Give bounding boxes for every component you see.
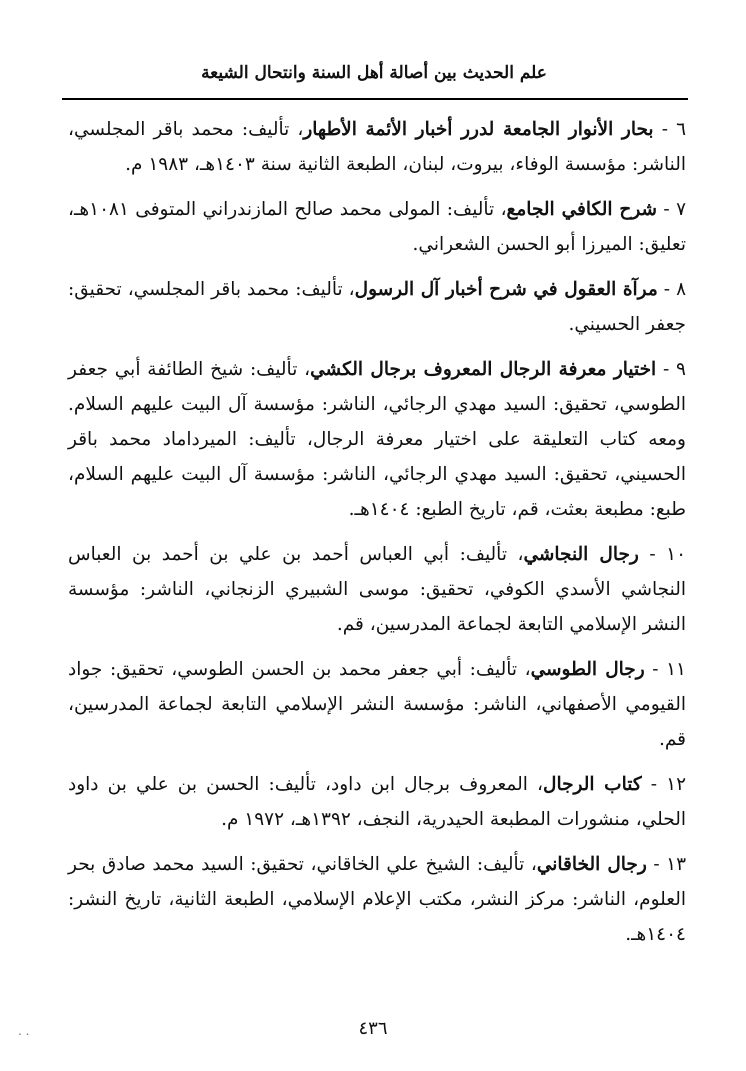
entry-number: ١٢ [666,774,687,795]
bibliography-entry-6: ٦ - بحار الأنوار الجامعة لدرر أخبار الأئمة الأطهار، تأليف: محمد باقر المجلسي، الناشر: مؤسسة الوفاء، بيروت، لبنان، الطبعة الثانية سنة ١٤٠٣هـ، ١٩٨٣ م. [68,119,686,175]
entry-number: ٦ [676,119,686,140]
bibliography-list [68,112,686,962]
corner-marks: . . [18,1024,30,1038]
entry-title: كتاب الرجال [543,774,642,795]
bibliography-entry-12: ١٢ - كتاب الرجال، المعروف برجال ابن داود، تأليف: الحسن بن علي بن داود الحلي، منشورات المطبعة الحيدرية، النجف، ١٣٩٢هـ، ١٩٧٢ م. [68,774,687,830]
entry-title: رجال النجاشي [523,544,639,565]
entry-number: ١٠ [666,544,687,565]
entry-text: ، تأليف: محمد باقر المجلسي، الناشر: مؤسسة الوفاء، بيروت، لبنان، الطبعة الثانية سنة ١٤٠٣هـ، ١٩٨٣ م. [68,119,686,175]
bibliography-entry-8: ٨ - مرآة العقول في شرح أخبار آل الرسول، تأليف: محمد باقر المجلسي، تحقيق: جعفر الحسيني. [68,279,687,335]
bibliography-entry-7: ٧ - شرح الكافي الجامع، تأليف: المولى محمد صالح المازندراني المتوفى ١٠٨١هـ، تعليق: الميرزا أبو الحسن الشعراني. [68,199,686,255]
entry-title: اختيار معرفة الرجال المعروف برجال الكشي [310,359,657,380]
bibliography-entry-9: ٩ - اختيار معرفة الرجال المعروف برجال الكشي، تأليف: شيخ الطائفة أبي جعفر الطوسي، تحقيق: السيد مهدي الرجائي، الناشر: مؤسسة آل البيت عليهم السلام. ومعه كتاب التعليقة على اختيار معرفة الرجال، تأليف: الميرداماد محمد باقر الحسيني، تحقيق: السيد مهدي الرجائي، الناشر: مؤسسة آل البيت عليهم السلام، طبع: مطبعة بعثت، قم، تاريخ الطبع: ١٤٠٤هـ. [68,359,686,520]
entry-title: رجال الطوسي [530,659,645,680]
bibliography-entry-13: ١٣ - رجال الخاقاني، تأليف: الشيخ علي الخاقاني، تحقيق: السيد محمد صادق بحر العلوم، الناشر: مركز النشر، مكتب الإعلام الإسلامي، الطبعة الثانية، تاريخ النشر: ١٤٠٤هـ. [68,854,687,945]
entry-text: ، تأليف: محمد باقر المجلسي، تحقيق: جعفر الحسيني. [68,279,686,335]
running-header: علم الحديث بين أصالة أهل السنة وانتحال الشيعة [201,63,547,83]
entry-title: رجال الخاقاني [536,854,647,875]
bibliography-entry-10: ١٠ - رجال النجاشي، تأليف: أبي العباس أحمد بن علي بن أحمد بن العباس النجاشي الأسدي الكوفي، تحقيق: موسى الشبيري الزنجاني، الناشر: مؤسسة النشر الإسلامي التابعة لجماعة المدرسين، قم. [68,544,687,635]
entry-number: ٨ [676,279,687,300]
entry-number: ٩ [676,359,686,380]
entry-number: ١١ [666,659,686,680]
entry-number: ٧ [676,199,686,220]
entry-text: ، تأليف: شيخ الطائفة أبي جعفر الطوسي، تحقيق: السيد مهدي الرجائي، الناشر: مؤسسة آل البيت عليهم السلام. ومعه كتاب التعليقة على اختيار معرفة الرجال، تأليف: الميرداماد محمد باقر الحسيني، تحقيق: السيد مهدي الرجائي، الناشر: مؤسسة آل البيت عليهم السلام، طبع: مطبعة بعثت، قم، تاريخ الطبع: ١٤٠٤هـ. [68,359,686,520]
entry-text: ، تأليف: أبي العباس أحمد بن علي بن أحمد بن العباس النجاشي الأسدي الكوفي، تحقيق: موسى الشبيري الزنجاني، الناشر: مؤسسة النشر الإسلامي التابعة لجماعة المدرسين، قم. [68,544,686,635]
entry-number: ١٣ [666,854,687,875]
entry-title: بحار الأنوار الجامعة لدرر أخبار الأئمة الأطهار [303,119,654,140]
page-number: ٤٣٦ [358,1018,388,1039]
entry-title: مرآة العقول في شرح أخبار آل الرسول [354,279,658,300]
entry-text: ، تأليف: المولى محمد صالح المازندراني المتوفى ١٠٨١هـ، تعليق: الميرزا أبو الحسن الشعراني. [68,199,686,255]
bibliography-entry-11: ١١ - رجال الطوسي، تأليف: أبي جعفر محمد بن الحسن الطوسي، تحقيق: جواد القيومي الأصفهاني، الناشر: مؤسسة النشر الإسلامي التابعة لجماعة المدرسين، قم. [68,659,686,750]
header-rule [62,98,688,100]
entry-text: ، تأليف: الشيخ علي الخاقاني، تحقيق: السيد محمد صادق بحر العلوم، الناشر: مركز النشر، مكتب الإعلام الإسلامي، الطبعة الثانية، تاريخ النشر: ١٤٠٤هـ. [68,854,686,945]
entry-text: ، تأليف: أبي جعفر محمد بن الحسن الطوسي، تحقيق: جواد القيومي الأصفهاني، الناشر: مؤسسة النشر الإسلامي التابعة لجماعة المدرسين، قم. [68,659,686,750]
entry-title: شرح الكافي الجامع [506,199,658,220]
entry-text: ، المعروف برجال ابن داود، تأليف: الحسن بن علي بن داود الحلي، منشورات المطبعة الحيدرية، النجف، ١٣٩٢هـ، ١٩٧٢ م. [68,774,686,830]
